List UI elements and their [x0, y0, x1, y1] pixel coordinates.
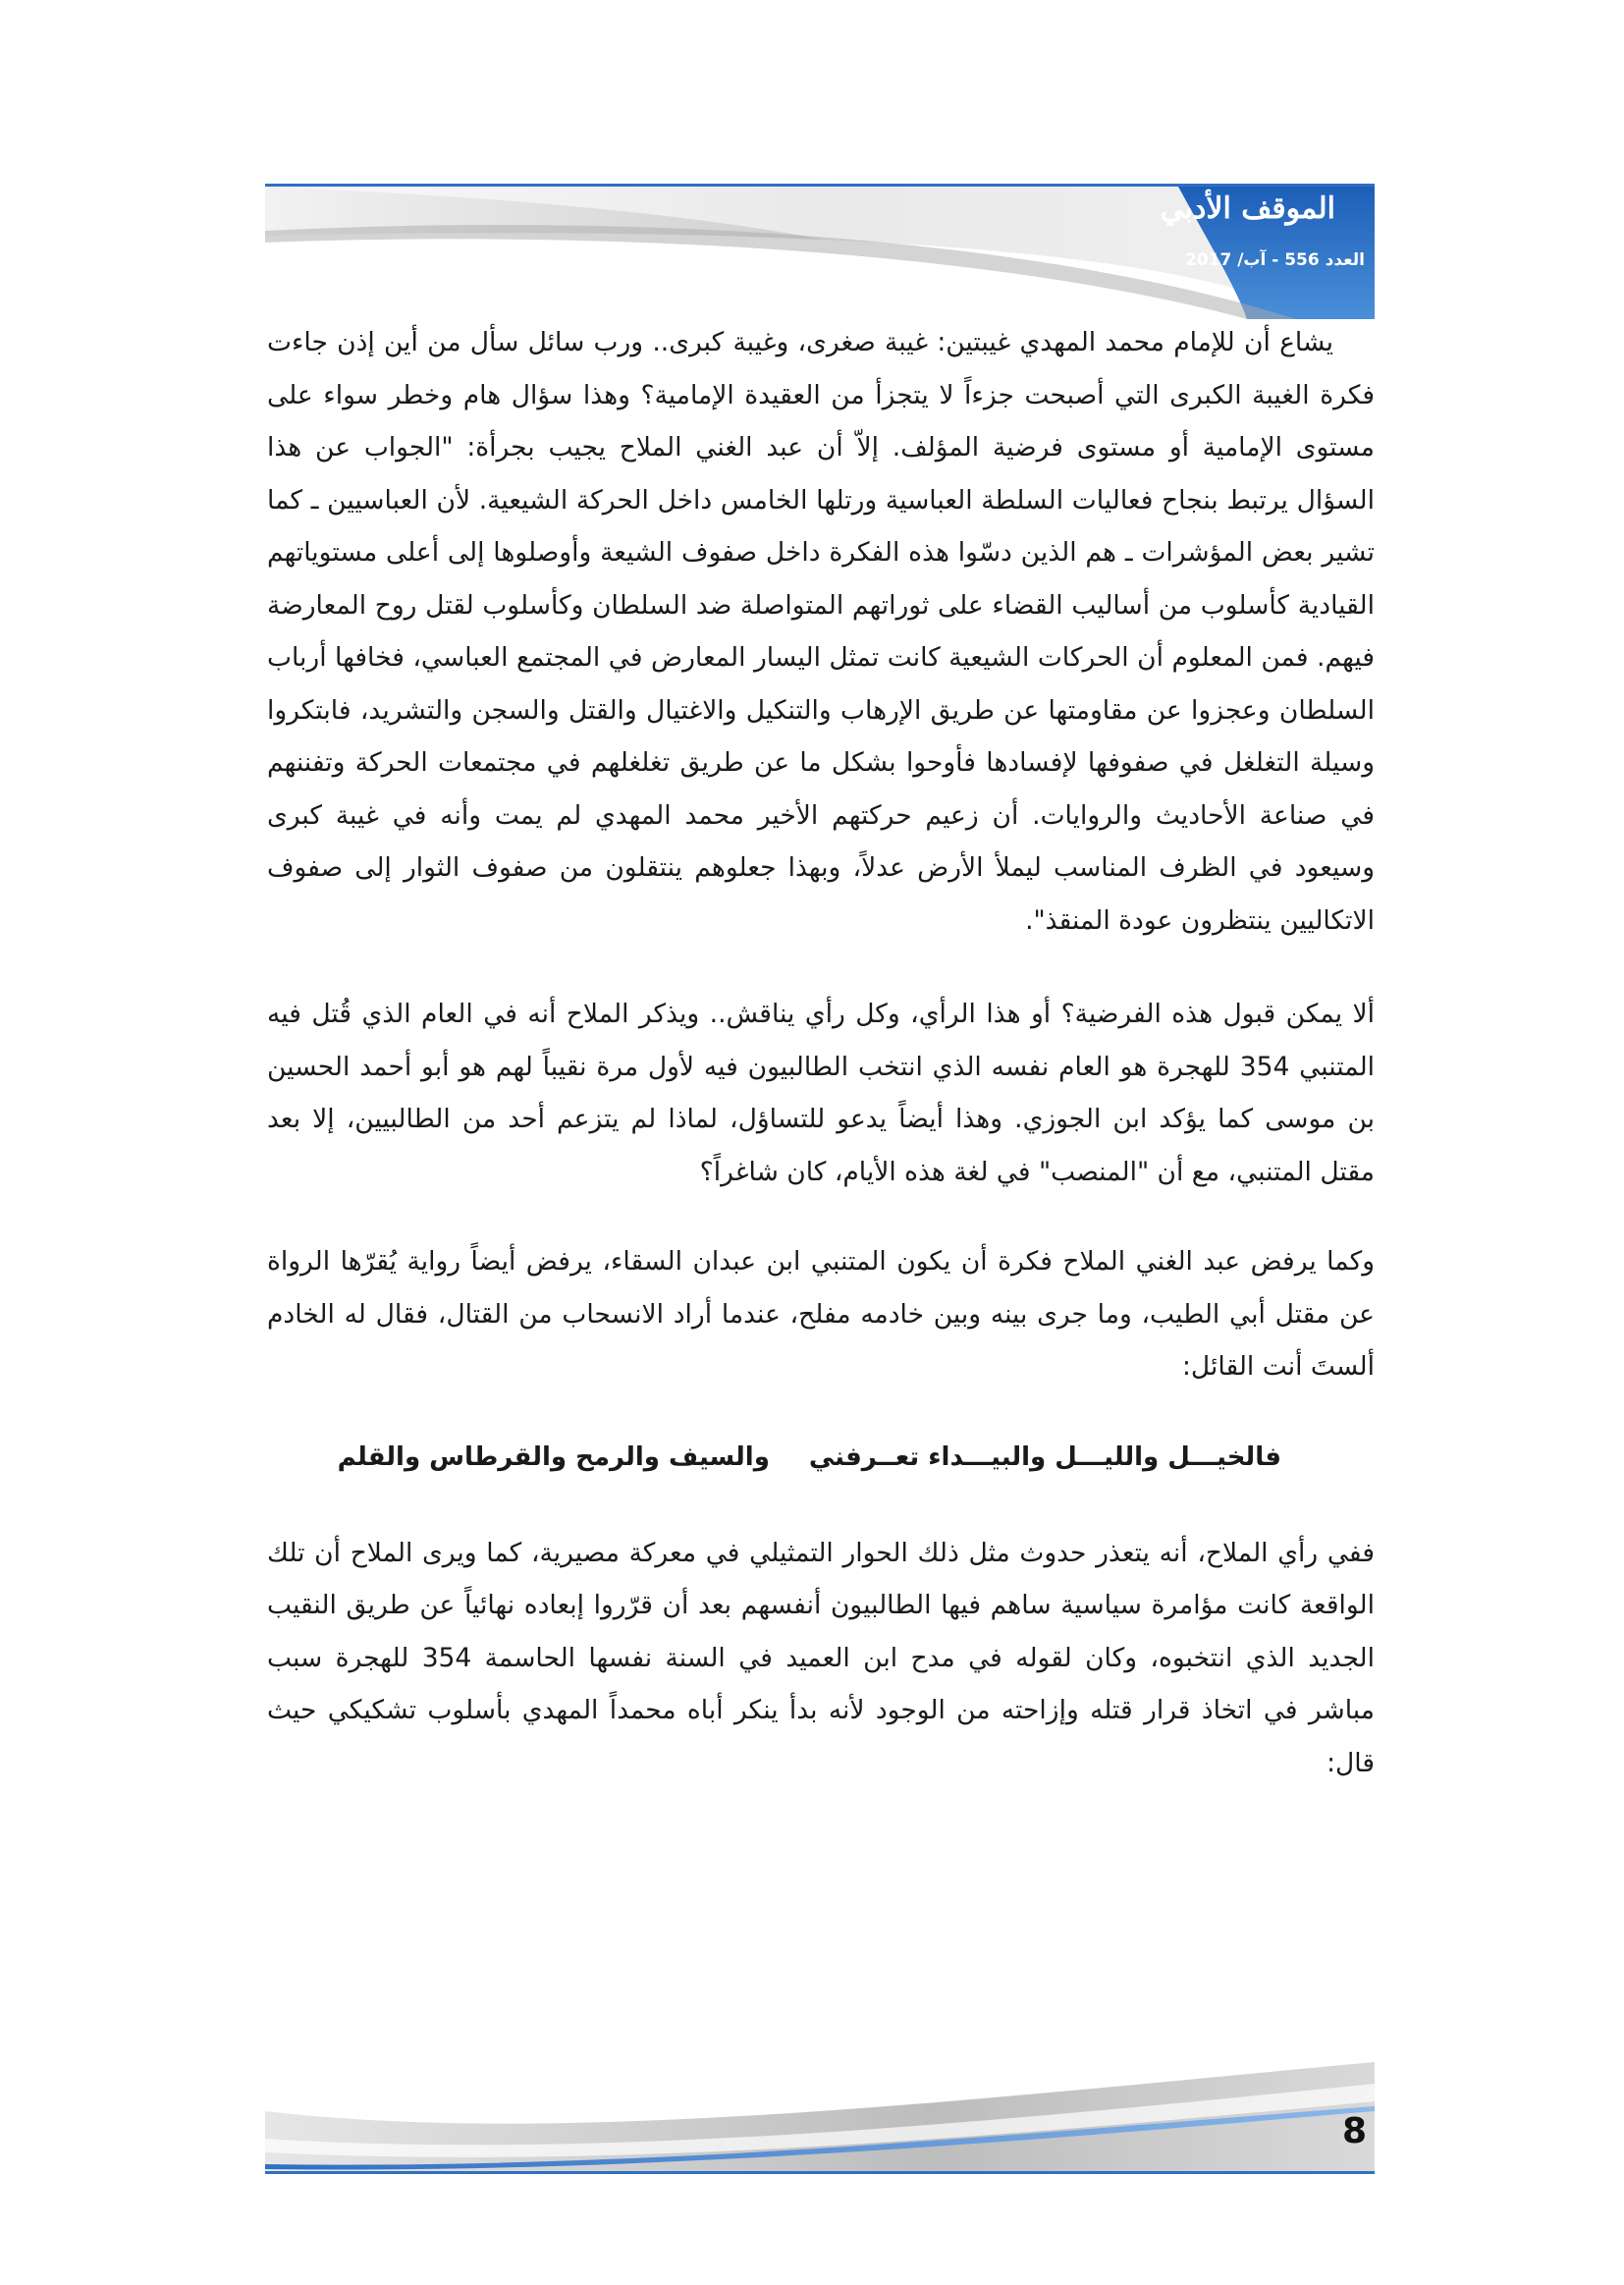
verse-first-hemistich: فالخيـــل والليـــل والبيـــداء تعــرفني	[808, 1442, 1281, 1472]
article-paragraph: يشاع أن للإمام محمد المهدي غيبتين: غيبة صغرى، وغيبة كبرى.. ورب سائل سأل من أين إذن جاءت فكرة الغيبة الكبرى التي أصبحت جزءاً لا يتجزأ من العقيدة الإمامية؟ وهذا سؤال هام وخطر سواء على مستوى الإمامية أو مستوى فرضية المؤلف. إلاّ أن عبد الغني الملاح يجيب بجرأة: "الجواب عن هذا السؤال يرتبط بنجاح فعاليات السلطة العباسية ورتلها الخامس داخل الحركة الشيعية. لأن العباسيين ـ كما تشير بعض المؤشرات ـ هم الذين دسّوا هذه الفكرة داخل صفوف الشيعة وأوصلوها إلى أعلى مستوياتهم القيادية كأسلوب من أساليب القضاء على ثوراتهم المتواصلة ضد السلطان وكأسلوب لقتل روح المعارضة فيهم. فمن المعلوم أن الحركات الشيعية كانت تمثل اليسار المعارض في المجتمع العباسي، فخافها أرباب السلطان وعجزوا عن مقاومتها عن طريق الإرهاب والتنكيل والاغتيال والقتل والسجن والتشريد، فابتكروا وسيلة التغلغل في صفوفها لإفسادها فأوحوا بشكل ما عن طريق تغلغلهم في مجتمعات الحركة وتفننهم في صناعة الأحاديث والروايات. أن زعيم حركتهم الأخير محمد المهدي لم يمت وأنه في غيبة كبرى وسيعود في الظرف المناسب ليملأ الأرض عدلاً، وبهذا جعلوهم ينتقلون من صفوف الثوار إلى صفوف الاتكاليين ينتظرون عودة المنقذ".	[267, 327, 1375, 936]
poetry-verse	[267, 1431, 1281, 1484]
page-number: 8	[1341, 2111, 1367, 2151]
page-header	[265, 182, 1375, 319]
footer-swoosh-graphic	[265, 2062, 1375, 2175]
verse-second-hemistich: والسيف والرمح والقرطاس والقلم	[337, 1442, 770, 1472]
magazine-logo: الموقف الأدبي	[1160, 191, 1335, 226]
article-paragraph: ألا يمكن قبول هذه الفرضية؟ أو هذا الرأي، وكل رأي يناقش.. ويذكر الملاح أنه في العام الذي قُتل فيه المتنبي 354 للهجرة هو العام نفسه الذي انتخب الطالبيون فيه لأول مرة نقيباً لهم هو أبو أحمد الحسين بن موسى كما يؤكد ابن الجوزي. وهذا أيضاً يدعو للتساؤل، لماذا لم يتزعم أحد من الطالبيين، إلا بعد مقتل المتنبي، مع أن "المنصب" في لغة هذه الأيام، كان شاغراً؟	[267, 999, 1376, 1187]
article-paragraph: وكما يرفض عبد الغني الملاح فكرة أن يكون المتنبي ابن عبدان السقاء، يرفض أيضاً رواية يُقرّها الرواة عن مقتل أبي الطيب، وما جرى بينه وبين خادمه مفلح، عندما أراد الانسحاب من القتال، فقال له الخادم ألستَ أنت القائل:	[267, 1246, 1375, 1382]
article-body	[267, 316, 1375, 1789]
page-footer	[265, 2062, 1375, 2175]
article-paragraph: ففي رأي الملاح، أنه يتعذر حدوث مثل ذلك الحوار التمثيلي في معركة مصيرية، كما ويرى الملاح أن تلك الواقعة كانت مؤامرة سياسية ساهم فيها الطالبيون أنفسهم بعد أن قرّروا إبعاده نهائياً عن طريق النقيب الجديد الذي انتخبوه، وكان لقوله في مدح ابن العميد في السنة نفسها الحاسمة 354 للهجرة سبب مباشر في اتخاذ قرار قتله وإزاحته من الوجود لأنه بدأ ينكر أباه محمداً المهدي بأسلوب تشكيكي حيث قال:	[267, 1537, 1375, 1778]
issue-info: العدد 556 - آب/ 2017	[1184, 250, 1365, 270]
